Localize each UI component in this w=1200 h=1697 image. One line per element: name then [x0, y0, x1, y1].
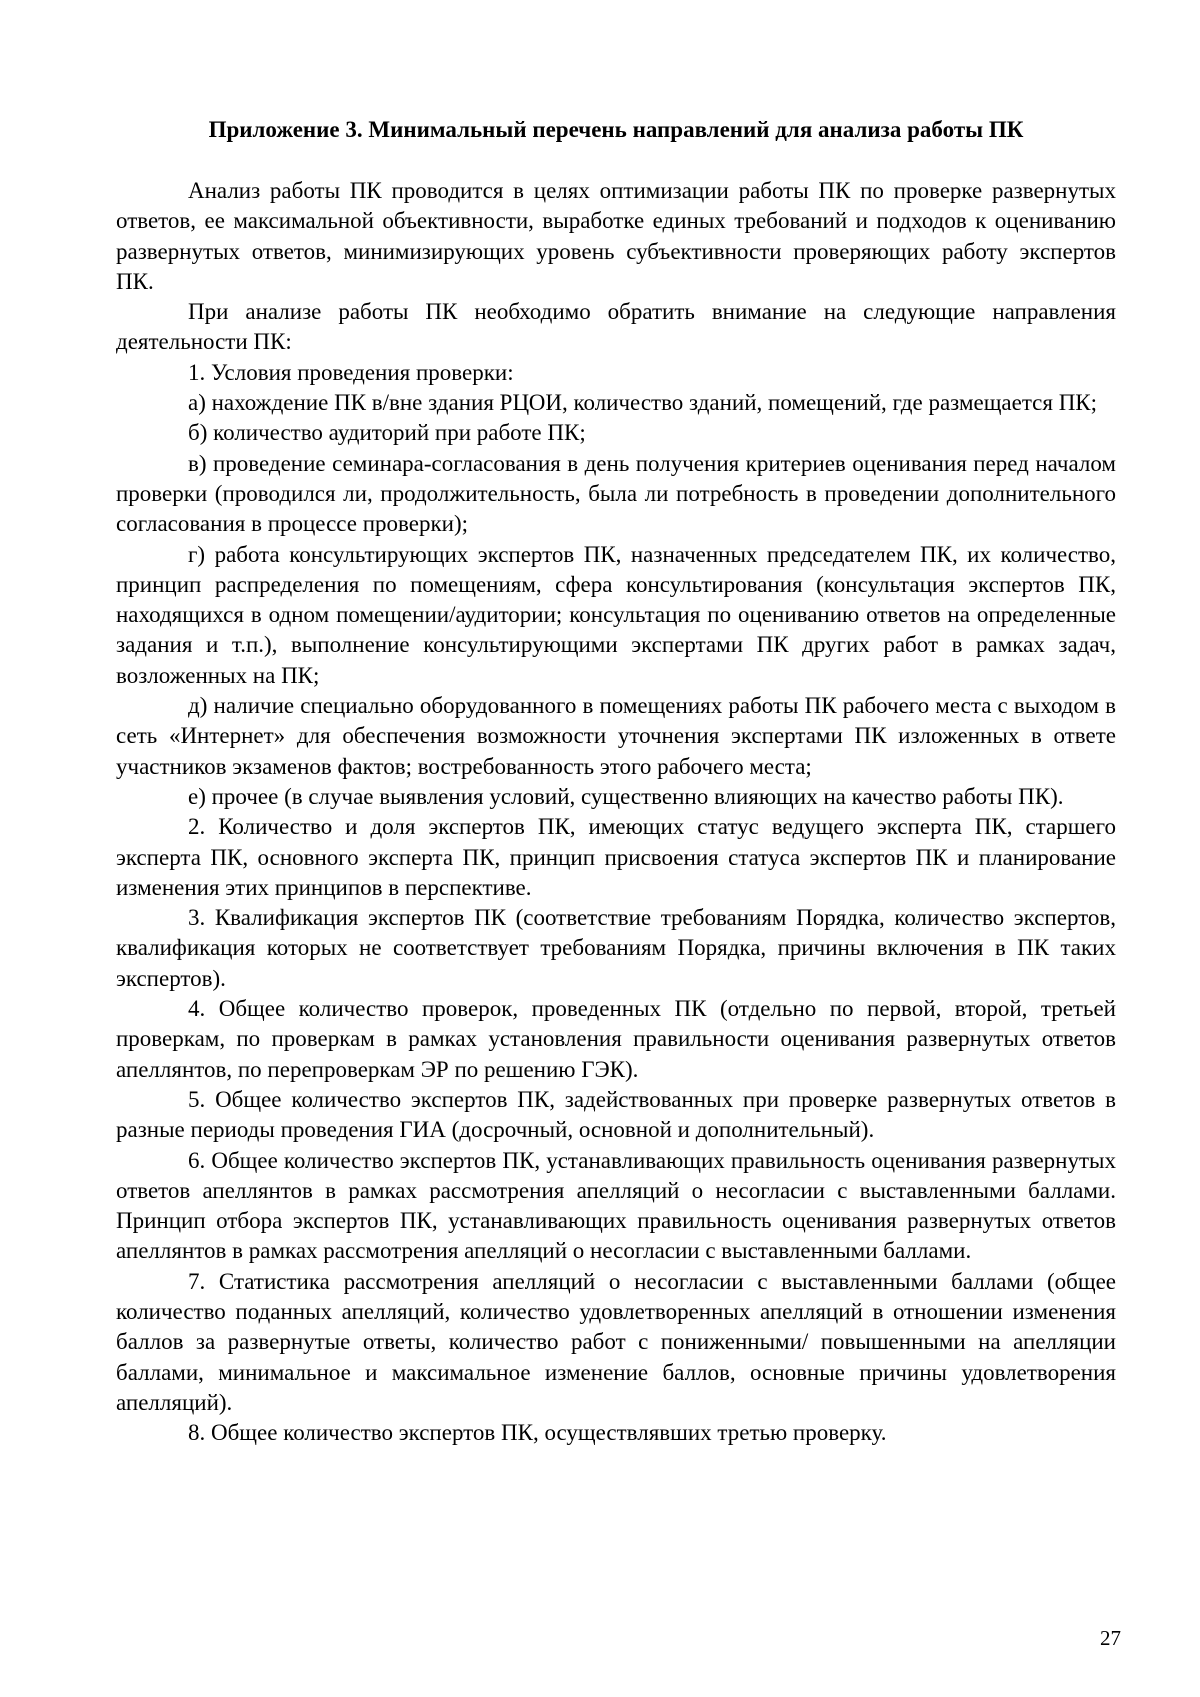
- list-subitem-d: д) наличие специально оборудованного в помещениях работы ПК рабочего места с выходом в сеть «Интернет» для обеспечения возможности уточнения экспертами ПК изложенных в ответе участников экзаменов фактов; востребованность этого рабочего места;: [116, 693, 1116, 779]
- list-subitem-e: е) прочее (в случае выявления условий, существенно влияющих на качество работы ПК).: [188, 783, 1064, 809]
- list-subitem-b: б) количество аудиторий при работе ПК;: [188, 420, 586, 446]
- list-item-3: 3. Квалификация экспертов ПК (соответствие требованиям Порядка, количество экспертов, квалификация которых не соответствует требованиям Порядка, причины включения в ПК таких экспертов).: [116, 905, 1116, 991]
- list-subitem-g: г) работа консультирующих экспертов ПК, назначенных председателем ПК, их количество, принцип распределения по помещениям, сфера консультирования (консультация экспертов ПК, находящихся в одном помещении/аудитории; консультация по оцениванию ответов на определенные задания и т.п.), выполнение консультирующими экспертами ПК других работ в рамках задач, возложенных на ПК;: [116, 541, 1116, 688]
- list-item-6: 6. Общее количество экспертов ПК, устанавливающих правильность оценивания развернутых ответов апеллянтов в рамках рассмотрения апелляций о несогласии с выставленными баллами. Принцип отбора экспертов ПК, устанавливающих правильность оценивания развернутых ответов апеллянтов в рамках рассмотрения апелляций о несогласии с выставленными баллами.: [116, 1147, 1116, 1264]
- list-subitem-v: в) проведение семинара-согласования в день получения критериев оценивания перед началом проверки (проводился ли, продолжительность, была ли потребность в проведении дополнительного согласования в процессе проверки);: [116, 450, 1116, 537]
- list-item-7: 7. Статистика рассмотрения апелляций о несогласии с выставленными баллами (общее количество поданных апелляций, количество удовлетворенных апелляций в отношении изменения баллов за развернутые ответы, количество работ с пониженными/ повышенными на апелляции баллами, минимальное и максимальное изменение баллов, основные причины удовлетворения апелляций).: [116, 1268, 1116, 1415]
- list-subitem-a: а) нахождение ПК в/вне здания РЦОИ, количество зданий, помещений, где размещается ПК;: [188, 390, 1098, 416]
- paragraph-intro: Анализ работы ПК проводится в целях оптимизации работы ПК по проверке развернутых ответов, ее максимальной объективности, выработке единых требований и подходов к оцениванию развернутых ответов, минимизирующих уровень субъективности проверяющих работу экспертов ПК.: [116, 178, 1116, 294]
- document-title: Приложение 3. Минимальный перечень направлений для анализа работы ПК: [208, 117, 1024, 142]
- list-item-4: 4. Общее количество проверок, проведенных ПК (отдельно по первой, второй, третьей проверкам, по проверкам в рамках установления правильности оценивания развернутых ответов апеллянтов, по перепроверкам ЭР по решению ГЭК).: [116, 996, 1116, 1082]
- paragraph-directions: При анализе работы ПК необходимо обратить внимание на следующие направления деятельности ПК:: [116, 299, 1116, 355]
- list-item-1: 1. Условия проведения проверки:: [188, 359, 514, 385]
- document-body: [116, 176, 1116, 1448]
- list-item-2: 2. Количество и доля экспертов ПК, имеющих статус ведущего эксперта ПК, старшего эксперта ПК, основного эксперта ПК, принцип присвоения статуса экспертов ПК и планирование изменения этих принципов в перспективе.: [116, 814, 1116, 900]
- page-number: 27: [1100, 1626, 1121, 1650]
- list-item-5: 5. Общее количество экспертов ПК, задействованных при проверке развернутых ответов в разные периоды проведения ГИА (досрочный, основной и дополнительный).: [116, 1086, 1116, 1143]
- list-item-8: 8. Общее количество экспертов ПК, осуществлявших третью проверку.: [188, 1420, 887, 1446]
